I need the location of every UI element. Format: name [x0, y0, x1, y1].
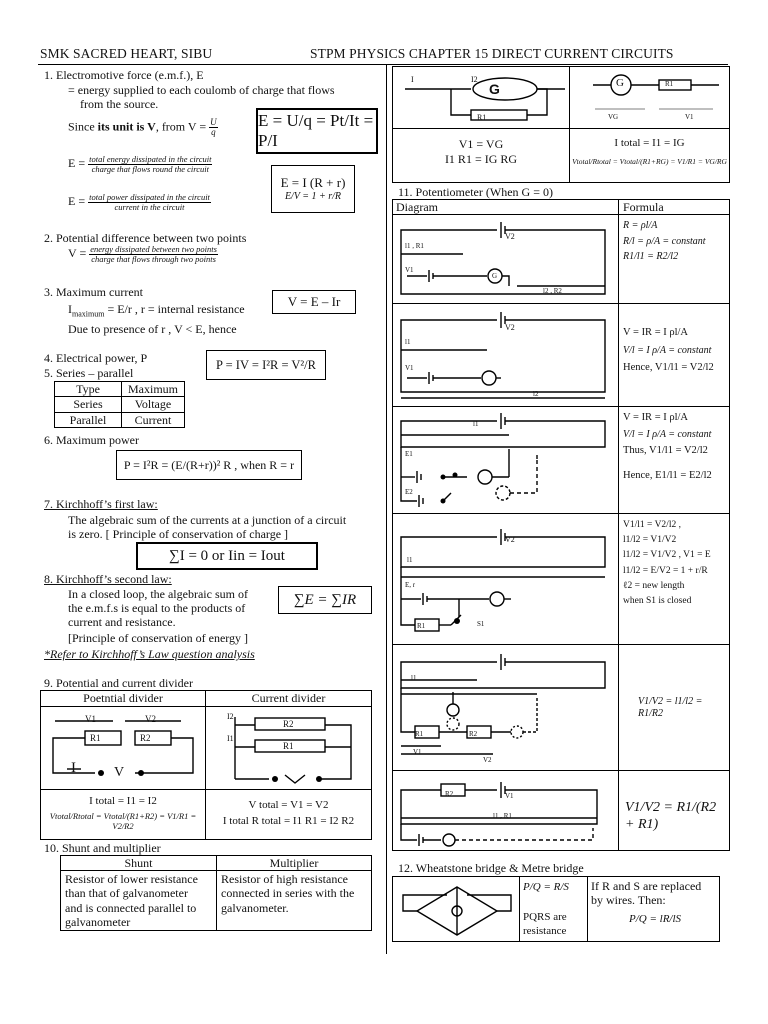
s11-f6: V1/V2 = R1/(R2 + R1): [625, 800, 717, 832]
s5-title: 5. Series – parallel: [44, 366, 134, 380]
rtop-eq1a: V1 = VG: [458, 137, 504, 151]
s4-box-text: P = IV = I²R = V²/R: [216, 357, 316, 372]
s9-table: [40, 690, 372, 840]
s3-line1: $I_{maximum} = E/r$ , r = internal resistance: [68, 302, 245, 319]
rtop-eq1b: I1 R1 = IG RG: [444, 152, 518, 166]
s1-title: 1. Electromotive force (e.m.f.), E: [44, 68, 204, 82]
s7-box: [136, 542, 318, 570]
s8-line1: In a closed loop, the algebraic sum of: [68, 587, 248, 601]
s5-cell: Current: [122, 412, 185, 427]
s12-note1: PQRS are: [523, 911, 567, 923]
potentiometer-diagram-6: [397, 774, 615, 848]
s8-title: 8. Kirchhoff’s second law:: [44, 572, 172, 586]
pd-label-r2: R2: [140, 733, 151, 743]
s3-line2: Due to presence of r , V < E, hence: [68, 322, 237, 336]
s10-mult: Resistor of high resistance connected in series with the galvanometer.: [221, 872, 355, 915]
d1-g: G: [492, 272, 498, 280]
s8-line2: the e.m.f.s is equal to the products of: [68, 601, 246, 615]
d4-s1: S1: [477, 620, 485, 628]
d1-v2: V2: [505, 232, 515, 241]
pd-label-v: V: [114, 765, 125, 780]
d1-l2r2: l2 , R2: [543, 287, 562, 295]
s10-col1: Shunt: [61, 856, 217, 871]
s11-title: 11. Potentiometer (When G = 0): [398, 185, 553, 199]
s11-f1: R = ρl/A R/l = ρ/A = constant R1/l1 = R2/l2: [623, 220, 706, 262]
s1-eq1: [68, 155, 212, 174]
s1-box-main-text: E = U/q = Pt/It = P/I: [258, 110, 374, 150]
s11-f4: V1/l1 = V2/l2 , l1/l2 = V1/V2 l1/l2 = V1/V2 , V1 = E l1/l2 = E/V2 = 1 + r/R ℓ2 = new length when S1 is closed: [623, 520, 711, 606]
cd-label-i1: I1: [227, 734, 234, 743]
s7-box-text: ∑I = 0 or Iin = Iout: [169, 548, 285, 564]
s1-box2-line2: E/V = 1 + r/R: [284, 190, 342, 202]
d4-l1: l1: [407, 556, 413, 564]
s12-table: [392, 876, 720, 942]
galv-series-diagram: [573, 69, 727, 127]
s2-eq: [68, 245, 218, 264]
cd-eq1: V total = V1 = V2: [248, 799, 329, 811]
s12-eq: P/Q = R/S: [523, 881, 569, 893]
s1-box2: [271, 165, 355, 213]
d2-v2: V2: [505, 323, 515, 332]
d3-e2: E2: [405, 488, 413, 496]
s3-title: 3. Maximum current: [44, 285, 143, 299]
s6-title: 6. Maximum power: [44, 433, 139, 447]
s5-cell: Voltage: [122, 397, 185, 412]
d4-er: E, r: [405, 581, 416, 589]
s7-title: 7. Kirchhoff’s first law:: [44, 497, 158, 511]
cd-eq2: I total R total = I1 R1 = I2 R2: [222, 815, 355, 827]
s2-eq-lhs: V =: [68, 246, 87, 261]
rtop-r1-label: R1: [477, 113, 487, 122]
s12-right2: by wires. Then:: [591, 893, 666, 907]
column-divider: [386, 64, 387, 954]
d5-r2: R2: [469, 730, 478, 738]
s8-box: [278, 586, 372, 614]
header-rule: [38, 64, 728, 65]
rtop-r1b-label: R1: [665, 80, 674, 88]
s5-cell: Series: [55, 397, 122, 412]
s1-line1: = energy supplied to each coulomb of charge that flows: [68, 83, 335, 97]
cd-label-r1: R1: [283, 741, 294, 751]
rtop-i2-label: I2: [471, 75, 478, 84]
rtop-table: [392, 66, 730, 183]
d5-v1: V1: [413, 748, 422, 756]
pd-label-r1: R1: [90, 733, 101, 743]
potentiometer-diagram-2: [397, 306, 615, 402]
s1-eq2-frac: $\frac{\text{total power dissipated in the circuit}}{\text{current in the circuit}}$: [89, 192, 210, 212]
d6-l1r1: l1 , R1: [493, 812, 512, 820]
d5-l1: l1: [411, 674, 417, 682]
d4-r1: R1: [417, 622, 426, 630]
s10-table: [60, 855, 372, 931]
s11-table: [392, 199, 730, 851]
s1-box2-line1: E = I (R + r): [280, 175, 346, 191]
s9-title: 9. Potential and current divider: [44, 676, 193, 690]
wheatstone-diagram: [397, 881, 517, 937]
pd-label-v2: V2: [145, 714, 156, 724]
s11-col2: Formula: [623, 200, 664, 214]
s10-title: 10. Shunt and multiplier: [44, 841, 161, 855]
s7-line2: is zero. [ Principle of conservation of charge ]: [68, 527, 289, 541]
s11-col1: Diagram: [396, 200, 438, 214]
d2-l1: l1: [405, 338, 411, 346]
s4-title: 4. Electrical power, P: [44, 351, 148, 365]
s12-right1: If R and S are replaced: [591, 879, 702, 893]
rtop-eq2a: I total = I1 = IG: [614, 137, 685, 149]
rtop-v1-label: V1: [685, 113, 694, 121]
d2-l2: l2: [533, 390, 539, 398]
d3-e1: E1: [405, 450, 413, 458]
s6-box-text: P = I²R = (E/(R+r))² R , when R = r: [123, 457, 295, 472]
s12-right-eq: P/Q = lR/lS: [629, 913, 682, 925]
s1-frac-uq: $\frac{U}{q}$: [210, 117, 217, 138]
s4-box: [206, 350, 326, 380]
s9-col2: Current divider: [206, 691, 371, 707]
d5-r1: R1: [415, 730, 424, 738]
s5-th-type: Type: [55, 382, 122, 397]
d3-l1: l1: [473, 420, 479, 428]
s8-box-text: ∑E = ∑IR: [293, 592, 357, 608]
cd-label-r2: R2: [283, 719, 294, 729]
s1-eq2: [68, 193, 211, 212]
d1-l1r1: l1 , R1: [405, 242, 424, 250]
d6-r2: R2: [445, 790, 454, 798]
d2-v1: V1: [405, 364, 414, 372]
s10-col2: Multiplier: [217, 856, 371, 871]
rtop-vg-label: VG: [608, 113, 619, 121]
s7-line1: The algebraic sum of the currents at a junction of a circuit: [68, 513, 347, 527]
s2-title: 2. Potential difference between two points: [44, 231, 247, 245]
s3-box: [272, 290, 356, 314]
d6-v1: V1: [505, 792, 514, 800]
pd-label-v1: V1: [85, 714, 96, 724]
d4-v2: V2: [505, 535, 515, 544]
pd-eq2: Vtotal/Rtotal = Vtotal/(R1+R2) = V1/R1 = V2/R2: [49, 811, 197, 832]
s3-box-text: V = E – Ir: [287, 294, 341, 310]
s12-title: 12. Wheatstone bridge & Metre bridge: [398, 861, 584, 875]
s11-f2: V = IR = I ρl/A V/l = I ρ/A = constant Hence, V1/l1 = V2/l2: [623, 327, 714, 373]
s1-eq1-frac: $\frac{\text{total energy dissipated in the circuit}}{\text{charge that flows round the circuit}}$: [89, 154, 212, 174]
s5-table: [54, 381, 185, 428]
pd-eq1: I total = I1 = I2: [89, 795, 157, 807]
s5-th-max: Maximum: [122, 382, 185, 397]
potentiometer-diagram-1: [397, 216, 615, 302]
s11-f5: V1/V2 = l1/l2 = R1/R2: [638, 696, 703, 719]
s1-box-main: [256, 108, 378, 154]
header-school: SMK SACRED HEART, SIBU: [40, 46, 213, 61]
s1-since-mid: , from V =: [155, 119, 210, 134]
rtop-eq2b: Vtotal/Rtotal = Vtotal/(R1+RG) = V1/R1 = VG/RG: [572, 157, 727, 166]
s6-box: [116, 450, 302, 480]
potentiometer-diagram-3: [397, 409, 615, 511]
header-title: STPM PHYSICS CHAPTER 15 DIRECT CURRENT CIRCUITS: [310, 46, 674, 61]
s8-note: *Refer to Kirchhoff’s Law question analysis: [44, 647, 255, 661]
s8-line3: current and resistance.: [68, 615, 176, 629]
s5-cell: Parallel: [55, 412, 122, 427]
d1-v1: V1: [405, 266, 414, 274]
s11-f3: V = IR = I ρl/A V/l = I ρ/A = constant Thus, V1/l1 = V2/l2 Hence, E1/l1 = E2/l2: [623, 412, 712, 481]
s2-eq-frac: $\frac{\text{energy dissipated between two points}}{\text{charge that flows through two points}}$: [90, 244, 217, 264]
cd-label-i2: I2: [227, 712, 234, 721]
s1-since: [68, 118, 218, 138]
pd-label-i: I: [71, 760, 76, 776]
s10-shunt: Resistor of lower resistance than that of galvanometer and is connected parallel to galvanometer: [65, 872, 198, 930]
s1-eq1-lhs: E =: [68, 156, 86, 171]
rtop-i-label: I: [411, 75, 414, 84]
s8-line4: [Principle of conservation of energy ]: [68, 631, 249, 645]
s1-since-bold: its unit is V: [97, 119, 156, 134]
potentiometer-diagram-5: [397, 648, 615, 768]
d5-v2: V2: [483, 756, 492, 764]
s1-line2: from the source.: [80, 97, 159, 111]
rtop-g2-label: G: [616, 77, 624, 89]
s1-eq2-lhs: E =: [68, 194, 86, 209]
s12-note2: resistance: [523, 925, 567, 937]
s9-col1: Poetntial divider: [41, 691, 206, 707]
s1-since-pre: Since: [68, 119, 98, 134]
rtop-g-label: G: [489, 81, 500, 97]
